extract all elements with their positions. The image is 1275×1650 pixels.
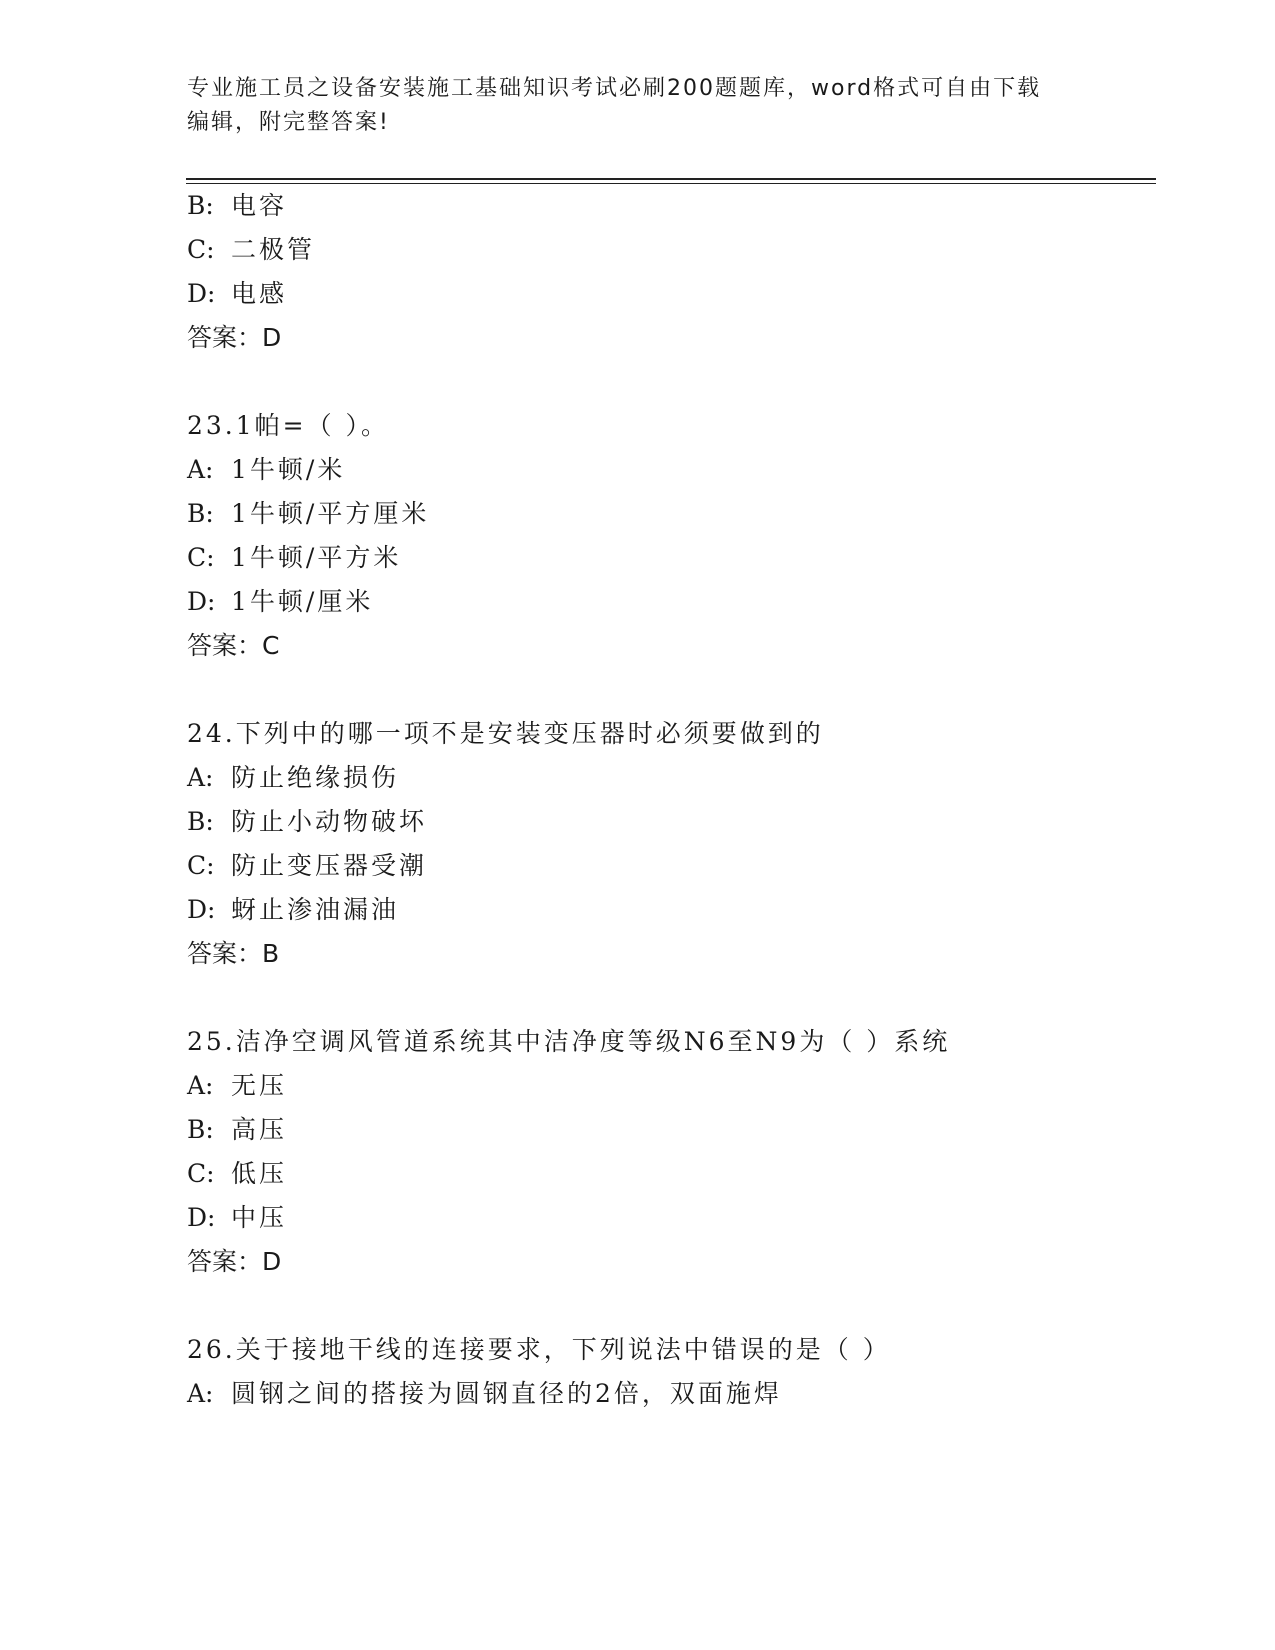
option-label: B:	[187, 499, 214, 528]
option-text: 1牛顿/平方米	[231, 543, 402, 572]
option-label: A:	[187, 1071, 214, 1100]
option-label: C:	[187, 543, 215, 572]
q23-question: 23.1帕=（ ）。	[187, 411, 390, 440]
option-text: 防止小动物破坏	[231, 807, 428, 836]
option-text: 二极管	[231, 235, 316, 264]
q22-option-b	[187, 190, 287, 222]
q25-option-c	[187, 1158, 287, 1190]
q22-option-c	[187, 234, 315, 266]
option-text: 1牛顿/平方厘米	[231, 499, 430, 528]
q25-option-d	[187, 1202, 287, 1234]
header-rule-thick	[186, 178, 1156, 180]
option-text: 无压	[231, 1071, 288, 1100]
option-text: 低压	[231, 1159, 288, 1188]
option-text: 电容	[231, 191, 288, 220]
option-label: C:	[187, 851, 215, 880]
option-label: B:	[187, 191, 214, 220]
q22-answer: 答案：D	[187, 323, 282, 352]
header-line-1: 专业施工员之设备安装施工基础知识考试必刷200题题库，word格式可自由下载	[187, 76, 1042, 101]
document-header	[187, 72, 1087, 140]
q22-option-d	[187, 278, 287, 310]
option-text: 高压	[231, 1115, 288, 1144]
option-label: B:	[187, 807, 214, 836]
q23-option-d	[187, 586, 373, 618]
option-text: 圆钢之间的搭接为圆钢直径的2倍，双面施焊	[231, 1379, 782, 1408]
q24-question: 24.下列中的哪一项不是安装变压器时必须要做到的	[187, 719, 824, 748]
q24-option-a	[187, 762, 399, 794]
q25-option-a	[187, 1070, 287, 1102]
q23-option-c	[187, 542, 401, 574]
option-text: 防止变压器受潮	[231, 851, 428, 880]
q24-option-c	[187, 850, 427, 882]
option-label: A:	[187, 763, 214, 792]
option-label: D:	[187, 1203, 216, 1232]
option-label: A:	[187, 1379, 214, 1408]
option-label: C:	[187, 1159, 215, 1188]
option-label: A:	[187, 455, 214, 484]
q23-answer: 答案：C	[187, 631, 280, 660]
header-line-2: 编辑，附完整答案!	[187, 110, 390, 135]
q26-option-a	[187, 1378, 782, 1410]
q24-option-b	[187, 806, 427, 838]
q24-option-d	[187, 894, 399, 926]
q25-answer: 答案：D	[187, 1247, 282, 1276]
q23-option-b	[187, 498, 429, 530]
option-label: D:	[187, 895, 216, 924]
option-text: 中压	[231, 1203, 288, 1232]
option-text: 1牛顿/米	[231, 455, 346, 484]
q24-answer: 答案：B	[187, 939, 280, 968]
option-label: B:	[187, 1115, 214, 1144]
option-label: C:	[187, 235, 215, 264]
header-rule-thin	[186, 183, 1156, 184]
option-text: 蚜止渗油漏油	[231, 895, 400, 924]
q25-option-b	[187, 1114, 287, 1146]
q25-question: 25.洁净空调风管道系统其中洁净度等级N6至N9为（ ）系统	[187, 1027, 951, 1056]
option-label: D:	[187, 587, 216, 616]
option-label: D:	[187, 279, 216, 308]
option-text: 防止绝缘损伤	[231, 763, 400, 792]
q23-option-a	[187, 454, 345, 486]
option-text: 电感	[231, 279, 288, 308]
option-text: 1牛顿/厘米	[231, 587, 374, 616]
q26-question: 26.关于接地干线的连接要求，下列说法中错误的是（ ）	[187, 1335, 891, 1364]
